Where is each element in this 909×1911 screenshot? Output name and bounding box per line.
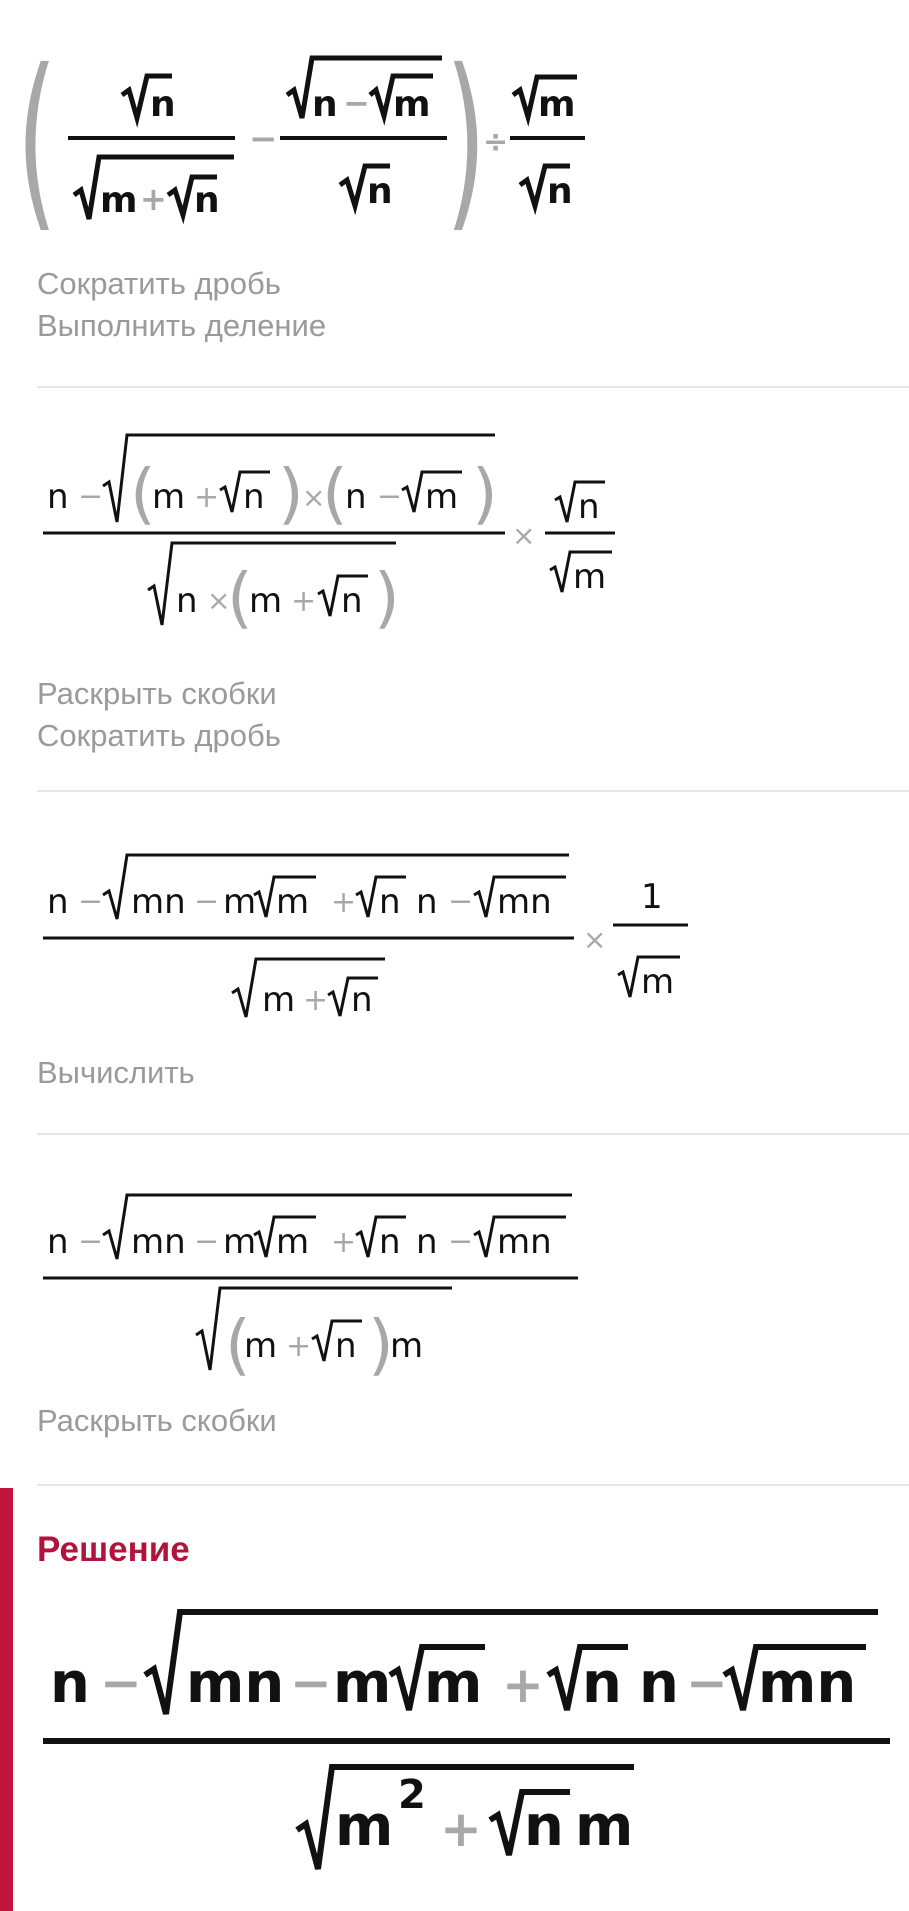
svg-text:n: n: [351, 980, 373, 1020]
svg-text:1: 1: [641, 877, 663, 917]
divide: ÷: [483, 125, 509, 160]
svg-text:n: n: [639, 1651, 679, 1716]
step-hint[interactable]: Раскрыть скобки: [37, 1403, 277, 1438]
svg-text:n: n: [194, 180, 220, 221]
step-1: [0, 0, 909, 390]
step-hint[interactable]: Сократить дробь: [37, 266, 281, 301]
svg-text:n: n: [367, 171, 393, 212]
sqrt-m-plus-sqrt-n: [74, 157, 234, 221]
svg-text:−: −: [100, 1654, 142, 1712]
big-rparen: ): [445, 30, 487, 240]
divider: [37, 790, 909, 792]
svg-text:n: n: [47, 882, 69, 922]
svg-text:m: m: [393, 84, 431, 125]
solution-expression: [0, 1590, 909, 1911]
step-4-expression: [0, 1135, 909, 1395]
svg-text:m: m: [424, 1651, 483, 1716]
svg-text:−: −: [194, 1224, 220, 1259]
svg-text:m: m: [390, 1326, 424, 1366]
svg-text:n: n: [547, 171, 573, 212]
sqrt-n: [520, 166, 573, 212]
svg-text:mn: mn: [131, 882, 186, 922]
step-3: [0, 795, 909, 1135]
svg-text:m: m: [223, 1222, 257, 1262]
svg-text:n: n: [582, 1651, 622, 1716]
svg-text:×: ×: [207, 584, 231, 617]
svg-text:mn: mn: [758, 1651, 857, 1716]
svg-text:mn: mn: [497, 1222, 552, 1262]
minus: −: [249, 119, 278, 159]
divider: [37, 1484, 909, 1486]
svg-text:−: −: [78, 479, 104, 514]
svg-text:m: m: [641, 962, 675, 1002]
svg-text:m: m: [152, 477, 186, 517]
svg-text:m: m: [100, 180, 138, 221]
svg-text:n: n: [47, 1222, 69, 1262]
svg-text:+: +: [194, 480, 220, 515]
solution-title: Решение: [37, 1530, 190, 1569]
svg-text:n: n: [379, 1222, 401, 1262]
svg-text:+: +: [303, 983, 329, 1018]
svg-text:m: m: [335, 1794, 394, 1859]
svg-text:n: n: [524, 1794, 564, 1859]
svg-text:−: −: [194, 884, 220, 919]
svg-text:m: m: [276, 1222, 310, 1262]
svg-text:mn: mn: [186, 1651, 285, 1716]
svg-text:n: n: [150, 84, 176, 125]
big-lparen: (: [16, 30, 58, 240]
svg-text:(: (: [130, 455, 156, 532]
svg-text:−: −: [78, 884, 104, 919]
times: ×: [512, 519, 536, 552]
svg-text:−: −: [686, 1654, 728, 1712]
step-hint[interactable]: Раскрыть скобки: [37, 676, 277, 711]
svg-text:−: −: [448, 884, 474, 919]
svg-text:(: (: [225, 1306, 251, 1383]
svg-text:+: +: [291, 584, 317, 619]
svg-text:2: 2: [398, 1772, 426, 1818]
step-2: [0, 390, 909, 795]
svg-text:n: n: [312, 84, 338, 125]
step-4: [0, 1135, 909, 1488]
svg-text:n: n: [416, 1222, 438, 1262]
svg-text:mn: mn: [131, 1222, 186, 1262]
svg-text:m: m: [223, 882, 257, 922]
svg-text:−: −: [78, 1224, 104, 1259]
svg-text:m: m: [333, 1651, 392, 1716]
step-hint[interactable]: Вычислить: [37, 1055, 195, 1090]
divider: [37, 386, 909, 388]
svg-text:): ): [278, 455, 304, 532]
svg-text:m: m: [575, 1794, 634, 1859]
svg-text:−: −: [290, 1654, 332, 1712]
sqrt-n: [122, 76, 176, 125]
step-1-expression: [0, 0, 909, 240]
svg-text:n: n: [578, 487, 600, 527]
svg-text:(: (: [227, 559, 253, 636]
svg-text:mn: mn: [497, 882, 552, 922]
svg-text:): ): [472, 455, 498, 532]
svg-text:+: +: [140, 180, 167, 218]
svg-text:+: +: [331, 885, 357, 920]
svg-text:m: m: [262, 980, 296, 1020]
svg-text:m: m: [244, 1326, 278, 1366]
svg-text:n: n: [176, 581, 198, 621]
svg-text:+: +: [440, 1800, 482, 1858]
svg-text:n: n: [341, 581, 363, 621]
times: ×: [583, 923, 607, 956]
svg-text:+: +: [331, 1225, 357, 1260]
svg-text:−: −: [377, 479, 403, 514]
step-hint[interactable]: Выполнить деление: [37, 308, 327, 343]
svg-text:m: m: [425, 477, 459, 517]
svg-text:): ): [374, 559, 400, 636]
svg-text:m: m: [538, 84, 576, 125]
svg-text:n: n: [47, 477, 69, 517]
sqrt-n: [340, 166, 393, 212]
svg-text:): ): [368, 1306, 394, 1383]
svg-text:m: m: [276, 882, 310, 922]
svg-text:m: m: [573, 557, 607, 597]
sqrt-m: [513, 77, 577, 125]
svg-text:n: n: [379, 882, 401, 922]
svg-text:n: n: [50, 1651, 90, 1716]
svg-text:n: n: [243, 477, 265, 517]
svg-text:−: −: [448, 1224, 474, 1259]
svg-text:−: −: [343, 84, 370, 122]
step-3-expression: [0, 795, 909, 1055]
svg-text:m: m: [249, 581, 283, 621]
svg-text:n: n: [335, 1326, 357, 1366]
svg-text:n: n: [345, 477, 367, 517]
svg-text:(: (: [322, 455, 348, 532]
svg-text:+: +: [502, 1656, 544, 1714]
sqrt-n-minus-sqrt-m: [287, 58, 442, 125]
step-2-expression: [0, 390, 909, 650]
svg-text:+: +: [286, 1329, 312, 1364]
svg-text:n: n: [416, 882, 438, 922]
svg-text:×: ×: [302, 481, 326, 514]
step-hint[interactable]: Сократить дробь: [37, 718, 281, 753]
